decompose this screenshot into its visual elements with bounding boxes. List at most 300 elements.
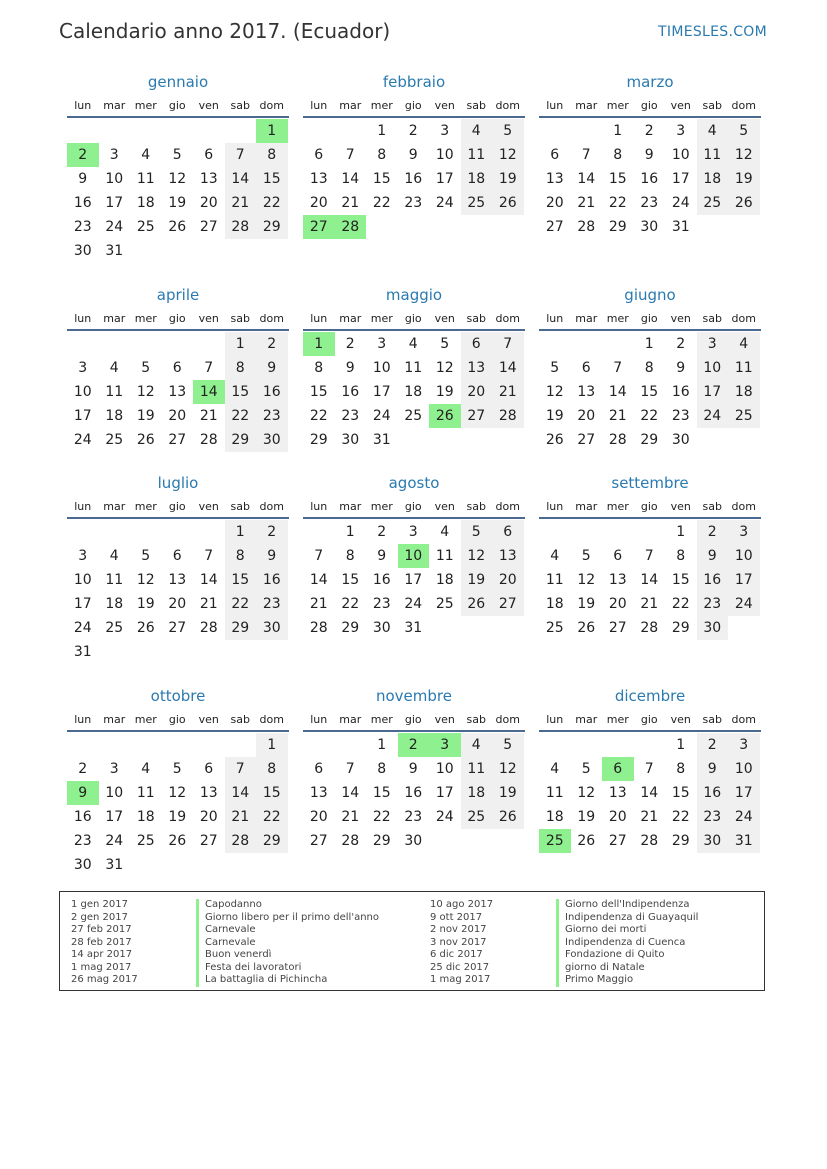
day-cell: 13 xyxy=(545,171,564,187)
weekday-label: gio xyxy=(168,500,186,513)
legend-holiday-name: giorno di Natale xyxy=(556,962,698,975)
weekday-header xyxy=(67,495,289,519)
day-cell: 15 xyxy=(256,167,288,191)
day-cell: 12 xyxy=(168,171,187,187)
day-cell: 4 xyxy=(728,332,760,356)
day-cell: 27 xyxy=(199,219,218,235)
month-novembre xyxy=(303,684,525,853)
weekday-label: sab xyxy=(702,500,722,513)
weekday-label: mar xyxy=(575,500,598,513)
day-cell: 13 xyxy=(608,572,627,588)
day-cell: 9 xyxy=(78,171,88,187)
day-cell: 8 xyxy=(345,548,355,564)
holiday-day-cell: 9 xyxy=(67,781,99,805)
legend-holiday-name: Buon venerdì xyxy=(196,949,379,962)
day-cell: 5 xyxy=(550,360,560,376)
month-name: aprile xyxy=(156,286,200,304)
weekday-header xyxy=(539,307,761,331)
day-cell: 18 xyxy=(461,167,493,191)
day-cell: 5 xyxy=(581,548,591,564)
month-name: marzo xyxy=(626,73,674,91)
day-cell: 14 xyxy=(640,572,659,588)
weekday-label: lun xyxy=(74,312,92,325)
day-cell: 11 xyxy=(728,356,760,380)
day-cell: 11 xyxy=(105,572,124,588)
month-luglio xyxy=(67,471,289,664)
day-cell: 18 xyxy=(435,572,454,588)
weekday-label: mer xyxy=(370,500,393,513)
weekday-header xyxy=(539,495,761,519)
weekday-label: mer xyxy=(134,500,157,513)
day-cell: 9 xyxy=(377,548,387,564)
day-cell: 26 xyxy=(168,219,187,235)
day-cell: 24 xyxy=(671,195,690,211)
day-cell: 29 xyxy=(225,428,257,452)
legend-date: 3 nov 2017 xyxy=(430,936,487,948)
day-cell: 3 xyxy=(109,761,119,777)
day-cell: 15 xyxy=(671,572,690,588)
empty-cell xyxy=(602,733,634,757)
day-cell: 16 xyxy=(372,572,391,588)
holiday-day-cell: 6 xyxy=(602,757,634,781)
holiday-day-cell: 2 xyxy=(398,733,430,757)
day-cell: 9 xyxy=(345,360,355,376)
empty-cell xyxy=(99,733,131,757)
day-cell: 2 xyxy=(345,336,355,352)
day-cell: 23 xyxy=(640,195,659,211)
legend-holiday-name: Festa dei lavoratori xyxy=(196,962,379,975)
day-cell: 16 xyxy=(640,171,659,187)
empty-cell xyxy=(225,119,257,143)
legend-holiday-name: Primo Maggio xyxy=(556,974,698,987)
day-cell: 2 xyxy=(408,123,418,139)
legend-date: 26 mag 2017 xyxy=(71,974,138,985)
empty-cell xyxy=(130,733,162,757)
day-cell: 15 xyxy=(256,781,288,805)
day-cell: 15 xyxy=(372,785,391,801)
day-cell: 14 xyxy=(341,171,360,187)
day-cell: 4 xyxy=(141,147,151,163)
day-cell: 6 xyxy=(461,332,493,356)
day-cell: 12 xyxy=(435,360,454,376)
day-cell: 16 xyxy=(671,384,690,400)
day-cell: 10 xyxy=(73,572,92,588)
day-cell: 4 xyxy=(550,761,560,777)
day-cell: 3 xyxy=(697,332,729,356)
weekday-label: dom xyxy=(731,713,756,726)
day-cell: 18 xyxy=(105,408,124,424)
day-cell: 22 xyxy=(671,596,690,612)
weekday-label: sab xyxy=(230,99,250,112)
day-cell: 25 xyxy=(728,404,760,428)
day-cell: 18 xyxy=(697,167,729,191)
weekday-label: dom xyxy=(259,713,284,726)
weekday-label: mer xyxy=(606,713,629,726)
weekday-label: gio xyxy=(168,99,186,112)
day-cell: 4 xyxy=(697,119,729,143)
legend-holiday-name: Indipendenza di Guayaquil xyxy=(556,912,698,925)
day-cell: 3 xyxy=(728,520,760,544)
day-cell: 8 xyxy=(225,544,257,568)
day-cell: 10 xyxy=(728,544,760,568)
empty-cell xyxy=(130,520,162,544)
day-cell: 29 xyxy=(640,432,659,448)
day-cell: 21 xyxy=(341,809,360,825)
day-cell: 11 xyxy=(545,785,564,801)
empty-cell xyxy=(162,332,194,356)
day-cell: 7 xyxy=(314,548,324,564)
month-name: maggio xyxy=(385,286,443,304)
weekday-label: mer xyxy=(134,99,157,112)
day-cell: 28 xyxy=(199,620,218,636)
days-grid xyxy=(67,332,289,452)
holiday-day-cell: 14 xyxy=(193,380,225,404)
month-name: ottobre xyxy=(150,687,206,705)
day-cell: 16 xyxy=(404,785,423,801)
day-cell: 2 xyxy=(697,733,729,757)
weekday-label: mar xyxy=(575,713,598,726)
holiday-day-cell: 2 xyxy=(67,143,99,167)
weekday-label: mar xyxy=(575,312,598,325)
day-cell: 19 xyxy=(577,596,596,612)
day-cell: 19 xyxy=(136,408,155,424)
month-febbraio xyxy=(303,70,525,239)
day-cell: 6 xyxy=(204,761,214,777)
day-cell: 28 xyxy=(608,432,627,448)
weekday-label: gio xyxy=(404,500,422,513)
day-cell: 4 xyxy=(550,548,560,564)
day-cell: 27 xyxy=(309,833,328,849)
day-cell: 6 xyxy=(314,147,324,163)
weekday-label: ven xyxy=(198,99,219,112)
day-cell: 13 xyxy=(309,171,328,187)
day-cell: 31 xyxy=(105,243,124,259)
day-cell: 18 xyxy=(545,596,564,612)
day-cell: 7 xyxy=(345,147,355,163)
empty-cell xyxy=(303,520,335,544)
month-marzo xyxy=(539,70,761,239)
day-cell: 19 xyxy=(545,408,564,424)
month-aprile xyxy=(67,283,289,452)
day-cell: 20 xyxy=(199,195,218,211)
weekday-header xyxy=(303,495,525,519)
day-cell: 20 xyxy=(461,380,493,404)
day-cell: 20 xyxy=(168,596,187,612)
day-cell: 25 xyxy=(435,596,454,612)
day-cell: 5 xyxy=(492,733,524,757)
legend-holiday-name: Capodanno xyxy=(196,899,379,912)
day-cell: 25 xyxy=(105,620,124,636)
day-cell: 27 xyxy=(461,404,493,428)
day-cell: 14 xyxy=(640,785,659,801)
day-cell: 5 xyxy=(172,147,182,163)
day-cell: 12 xyxy=(577,785,596,801)
day-cell: 8 xyxy=(256,757,288,781)
day-cell: 4 xyxy=(440,524,450,540)
weekday-label: ven xyxy=(670,713,691,726)
day-cell: 18 xyxy=(461,781,493,805)
weekday-label: lun xyxy=(546,99,564,112)
weekday-label: dom xyxy=(259,99,284,112)
day-cell: 2 xyxy=(78,761,88,777)
day-cell: 30 xyxy=(256,616,288,640)
day-cell: 17 xyxy=(404,572,423,588)
brand-link[interactable]: TIMESLES.COM xyxy=(658,24,767,40)
weekday-label: sab xyxy=(702,312,722,325)
day-cell: 31 xyxy=(372,432,391,448)
day-cell: 17 xyxy=(105,195,124,211)
day-cell: 22 xyxy=(225,404,257,428)
day-cell: 7 xyxy=(225,757,257,781)
day-cell: 12 xyxy=(136,572,155,588)
day-cell: 24 xyxy=(105,833,124,849)
legend-date: 1 mag 2017 xyxy=(71,961,132,973)
empty-cell xyxy=(67,520,99,544)
days-grid xyxy=(67,733,289,877)
empty-cell xyxy=(67,733,99,757)
weekday-label: ven xyxy=(434,500,455,513)
days-grid xyxy=(303,119,525,239)
day-cell: 28 xyxy=(225,829,257,853)
day-cell: 9 xyxy=(697,544,729,568)
weekday-header xyxy=(539,708,761,732)
days-grid xyxy=(539,332,761,452)
day-cell: 12 xyxy=(545,384,564,400)
day-cell: 31 xyxy=(105,857,124,873)
legend-holiday-name: Indipendenza di Cuenca xyxy=(556,937,698,950)
day-cell: 19 xyxy=(136,596,155,612)
legend-date: 2 nov 2017 xyxy=(430,924,487,935)
day-cell: 17 xyxy=(372,384,391,400)
day-cell: 28 xyxy=(577,219,596,235)
legend-date: 9 ott 2017 xyxy=(430,911,483,923)
day-cell: 24 xyxy=(73,620,92,636)
day-cell: 26 xyxy=(492,191,524,215)
day-cell: 11 xyxy=(697,143,729,167)
day-cell: 25 xyxy=(136,219,155,235)
days-grid xyxy=(539,733,761,853)
weekday-label: lun xyxy=(546,713,564,726)
day-cell: 9 xyxy=(697,757,729,781)
day-cell: 19 xyxy=(728,167,760,191)
day-cell: 8 xyxy=(676,548,686,564)
day-cell: 27 xyxy=(199,833,218,849)
day-cell: 21 xyxy=(225,191,257,215)
day-cell: 13 xyxy=(577,384,596,400)
day-cell: 16 xyxy=(404,171,423,187)
empty-cell xyxy=(602,332,634,356)
holiday-day-cell: 28 xyxy=(335,215,367,239)
empty-cell xyxy=(130,119,162,143)
day-cell: 23 xyxy=(73,219,92,235)
day-cell: 10 xyxy=(435,147,454,163)
day-cell: 1 xyxy=(377,737,387,753)
day-cell: 9 xyxy=(408,147,418,163)
day-cell: 11 xyxy=(545,572,564,588)
day-cell: 15 xyxy=(608,171,627,187)
weekday-label: sab xyxy=(466,500,486,513)
day-cell: 26 xyxy=(136,620,155,636)
day-cell: 14 xyxy=(225,781,257,805)
weekday-header xyxy=(67,94,289,118)
day-cell: 20 xyxy=(309,195,328,211)
day-cell: 6 xyxy=(172,360,182,376)
empty-cell xyxy=(303,119,335,143)
day-cell: 4 xyxy=(408,336,418,352)
weekday-label: lun xyxy=(74,500,92,513)
day-cell: 15 xyxy=(225,568,257,592)
day-cell: 23 xyxy=(671,408,690,424)
month-name: agosto xyxy=(388,474,440,492)
day-cell: 29 xyxy=(309,432,328,448)
day-cell: 20 xyxy=(199,809,218,825)
weekday-label: sab xyxy=(702,99,722,112)
legend-holiday-name: Fondazione di Quito xyxy=(556,949,698,962)
weekday-label: ven xyxy=(670,500,691,513)
legend-date: 14 apr 2017 xyxy=(71,949,133,960)
day-cell: 26 xyxy=(545,432,564,448)
day-cell: 28 xyxy=(225,215,257,239)
day-cell: 7 xyxy=(204,548,214,564)
empty-cell xyxy=(539,119,571,143)
weekday-header xyxy=(303,708,525,732)
weekday-label: mer xyxy=(370,312,393,325)
holiday-legend xyxy=(59,891,765,991)
day-cell: 30 xyxy=(697,616,729,640)
month-name: luglio xyxy=(157,474,199,492)
day-cell: 23 xyxy=(404,195,423,211)
day-cell: 5 xyxy=(492,119,524,143)
day-cell: 20 xyxy=(168,408,187,424)
day-cell: 30 xyxy=(73,857,92,873)
empty-cell xyxy=(193,119,225,143)
day-cell: 10 xyxy=(105,785,124,801)
day-cell: 26 xyxy=(492,805,524,829)
day-cell: 22 xyxy=(372,195,391,211)
day-cell: 4 xyxy=(461,733,493,757)
weekday-label: sab xyxy=(702,713,722,726)
day-cell: 25 xyxy=(545,620,564,636)
weekday-label: mer xyxy=(134,312,157,325)
empty-cell xyxy=(130,332,162,356)
day-cell: 17 xyxy=(435,171,454,187)
day-cell: 28 xyxy=(199,432,218,448)
day-cell: 27 xyxy=(608,833,627,849)
day-cell: 25 xyxy=(461,191,493,215)
days-grid xyxy=(303,520,525,640)
day-cell: 18 xyxy=(545,809,564,825)
day-cell: 14 xyxy=(309,572,328,588)
day-cell: 28 xyxy=(492,404,524,428)
legend-holiday-name: Carnevale xyxy=(196,924,379,937)
day-cell: 28 xyxy=(341,833,360,849)
weekday-label: mar xyxy=(103,312,126,325)
legend-date: 1 mag 2017 xyxy=(430,974,491,985)
day-cell: 12 xyxy=(461,544,493,568)
day-cell: 13 xyxy=(309,785,328,801)
weekday-label: sab xyxy=(466,99,486,112)
day-cell: 12 xyxy=(492,143,524,167)
day-cell: 30 xyxy=(640,219,659,235)
day-cell: 23 xyxy=(341,408,360,424)
day-cell: 17 xyxy=(728,781,760,805)
day-cell: 1 xyxy=(345,524,355,540)
day-cell: 21 xyxy=(577,195,596,211)
weekday-label: mar xyxy=(339,713,362,726)
empty-cell xyxy=(539,733,571,757)
day-cell: 9 xyxy=(408,761,418,777)
day-cell: 10 xyxy=(671,147,690,163)
day-cell: 29 xyxy=(256,215,288,239)
day-cell: 17 xyxy=(105,809,124,825)
day-cell: 7 xyxy=(345,761,355,777)
day-cell: 8 xyxy=(613,147,623,163)
weekday-label: gio xyxy=(168,312,186,325)
day-cell: 8 xyxy=(314,360,324,376)
day-cell: 8 xyxy=(256,143,288,167)
legend-date: 27 feb 2017 xyxy=(71,924,132,935)
day-cell: 7 xyxy=(613,360,623,376)
day-cell: 12 xyxy=(577,572,596,588)
day-cell: 27 xyxy=(168,432,187,448)
weekday-label: lun xyxy=(74,713,92,726)
empty-cell xyxy=(193,520,225,544)
empty-cell xyxy=(571,520,603,544)
day-cell: 4 xyxy=(109,548,119,564)
day-cell: 6 xyxy=(172,548,182,564)
day-cell: 24 xyxy=(697,404,729,428)
weekday-label: mer xyxy=(606,312,629,325)
day-cell: 30 xyxy=(671,432,690,448)
day-cell: 27 xyxy=(577,432,596,448)
day-cell: 23 xyxy=(73,833,92,849)
day-cell: 23 xyxy=(256,404,288,428)
day-cell: 20 xyxy=(545,195,564,211)
month-giugno xyxy=(539,283,761,452)
weekday-label: lun xyxy=(546,312,564,325)
day-cell: 16 xyxy=(73,809,92,825)
weekday-label: sab xyxy=(466,713,486,726)
weekday-label: sab xyxy=(230,500,250,513)
weekday-label: mar xyxy=(103,713,126,726)
empty-cell xyxy=(67,332,99,356)
day-cell: 23 xyxy=(372,596,391,612)
weekday-label: mar xyxy=(103,99,126,112)
day-cell: 3 xyxy=(440,123,450,139)
weekday-label: gio xyxy=(640,500,658,513)
day-cell: 10 xyxy=(728,757,760,781)
weekday-label: dom xyxy=(259,312,284,325)
day-cell: 23 xyxy=(697,592,729,616)
day-cell: 1 xyxy=(256,733,288,757)
days-grid xyxy=(539,119,761,239)
day-cell: 6 xyxy=(314,761,324,777)
empty-cell xyxy=(634,520,666,544)
weekday-label: lun xyxy=(310,500,328,513)
legend-holiday-name: La battaglia di Pichincha xyxy=(196,974,379,987)
day-cell: 6 xyxy=(204,147,214,163)
day-cell: 5 xyxy=(581,761,591,777)
day-cell: 11 xyxy=(461,757,493,781)
weekday-header xyxy=(67,307,289,331)
day-cell: 2 xyxy=(377,524,387,540)
day-cell: 26 xyxy=(168,833,187,849)
weekday-label: mer xyxy=(606,99,629,112)
day-cell: 19 xyxy=(577,809,596,825)
day-cell: 11 xyxy=(435,548,454,564)
day-cell: 17 xyxy=(671,171,690,187)
day-cell: 22 xyxy=(372,809,391,825)
